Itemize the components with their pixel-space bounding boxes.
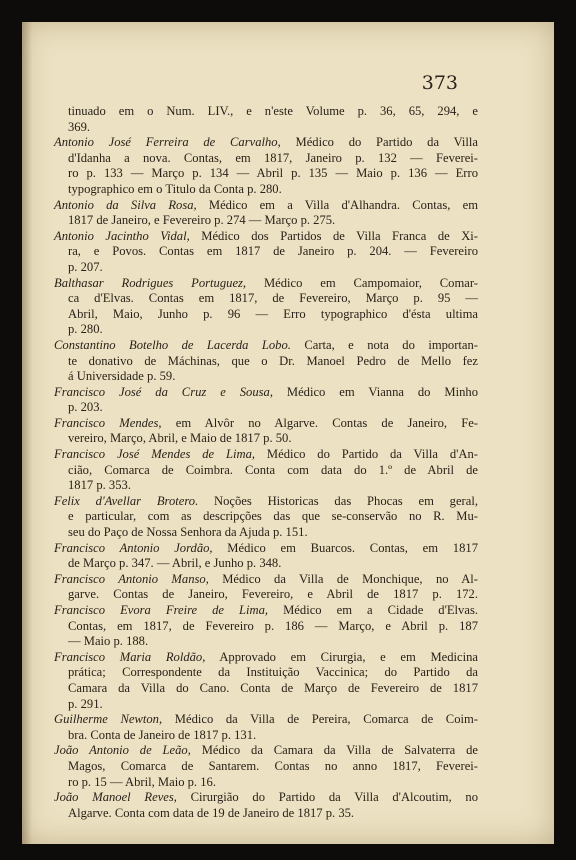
index-text-line — [54, 509, 478, 525]
entry-name: Balthasar Rodrigues Portuguez, — [54, 275, 247, 290]
index-text-line — [54, 619, 478, 635]
index-text-line — [54, 260, 478, 276]
entry-text: Médico do Partido da Villa — [280, 135, 478, 150]
index-text-line — [54, 587, 478, 603]
entry-text: ca d'Elvas. Contas em 1817, de Fevereiro, Março p. 95 — — [68, 291, 478, 306]
index-text-line — [54, 556, 478, 572]
index-entry-line — [54, 603, 478, 619]
index-text-block — [54, 104, 478, 821]
entry-text: Médico em a Villa d'Alhandra. Contas, em — [196, 197, 478, 212]
entry-text: e particular, com as descripções das que se-conservão no R. Mu- — [68, 509, 478, 524]
index-text-line — [54, 120, 478, 136]
entry-name: João Manoel Reves, — [54, 790, 177, 805]
entry-text: Cirurgião do Partido da Villa d'Alcoutim, no — [176, 790, 478, 805]
entry-text: p. 203. — [68, 400, 103, 415]
entry-name: Francisco Evora Freire de Lima, — [54, 603, 269, 617]
index-entry-line — [54, 494, 478, 510]
entry-text: Médico em a Cidade d'Elvas. — [268, 603, 478, 617]
entry-text: — Maio p. 188. — [68, 634, 149, 649]
index-entry-line — [54, 416, 478, 432]
index-text-line — [54, 213, 478, 229]
entry-text: á Universidade p. 59. — [68, 369, 176, 384]
index-text-line — [54, 759, 478, 775]
entry-text: tinuado em o Num. LIV., e n'este Volume p. 36, 65, 294, e — [68, 104, 478, 118]
entry-name: Felix d'Avellar Brotero. — [54, 493, 199, 508]
index-entry-line — [54, 229, 478, 245]
index-text-line — [54, 104, 478, 120]
index-text-line — [54, 166, 478, 182]
index-text-line — [54, 525, 478, 541]
index-entry-line — [54, 338, 478, 354]
entry-text: de Março p. 347. — Abril, e Junho p. 348. — [68, 556, 282, 571]
index-entry-line — [54, 385, 478, 401]
entry-text: vereiro, Março, Abril, e Maio de 1817 p. 50. — [68, 431, 292, 446]
entry-text: Médico em Campomaior, Comar- — [246, 275, 478, 290]
entry-name: Francisco Antonio Jordão, — [54, 540, 213, 555]
entry-text: Médico dos Partidos de Villa Franca de Xi- — [189, 228, 478, 243]
entry-text: p. 291. — [68, 696, 103, 711]
index-entry-line — [54, 790, 478, 806]
entry-text: Médico da Villa de Pereira, Comarca de Coim- — [162, 712, 478, 727]
entry-text: seu do Paço de Nossa Senhora da Ajuda p. 151. — [68, 525, 308, 540]
index-text-line — [54, 681, 478, 697]
index-text-line — [54, 182, 478, 198]
entry-name: João Antonio de Leão, — [54, 743, 191, 758]
index-text-line — [54, 634, 478, 650]
entry-name: Francisco José da Cruz e Sousa, — [54, 384, 273, 399]
entry-text: te donativo de Máchinas, que o Dr. Manoel Pedro de Mello fez — [68, 353, 478, 368]
entry-text: em Alvôr no Algarve. Contas de Janeiro, Fe- — [161, 415, 478, 430]
entry-text: Magos, Comarca de Santarem. Contas no anno 1817, Feverei- — [68, 758, 478, 773]
entry-text: garve. Contas de Janeiro, Fevereiro, e Abril de 1817 p. 172. — [68, 587, 478, 602]
index-text-line — [54, 151, 478, 167]
entry-text: Contas, em 1817, de Fevereiro p. 186 — Março, e Abril p. 187 — [68, 618, 478, 633]
entry-text: 1817 de Janeiro, e Fevereiro p. 274 — Março p. 275. — [68, 213, 336, 228]
index-entry-line — [54, 198, 478, 214]
entry-text: Camara da Villa do Cano. Conta de Março de Fevereiro de 1817 — [68, 680, 478, 695]
page-number: 373 — [421, 72, 458, 94]
index-entry-line — [54, 135, 478, 151]
index-entry-line — [54, 650, 478, 666]
index-text-line — [54, 463, 478, 479]
entry-text: cião, Comarca de Coimbra. Conta com data do 1.º de Abril de — [68, 462, 478, 477]
entry-text: Carta, e nota do importan- — [290, 337, 478, 352]
entry-name: Antonio José Ferreira de Carvalho, — [54, 135, 281, 150]
index-text-line — [54, 665, 478, 681]
entry-text: prática; Correspondente da Instituição Vaccinica; do Partido da — [68, 665, 478, 680]
entry-name: Francisco Antonio Manso, — [54, 571, 209, 586]
index-text-line — [54, 806, 478, 822]
entry-text: typographico em o Titulo da Conta p. 280. — [68, 181, 282, 196]
index-text-line — [54, 369, 478, 385]
index-text-line — [54, 400, 478, 416]
entry-name: Constantino Botelho de Lacerda Lobo. — [54, 337, 291, 352]
entry-name: Francisco José Mendes de Lima, — [54, 447, 256, 462]
entry-text: 369. — [68, 119, 91, 134]
entry-text: Médico do Partido da Villa d'An- — [255, 447, 478, 462]
index-entry-line — [54, 743, 478, 759]
entry-name: Guilherme Newton, — [54, 712, 163, 727]
index-entry-line — [54, 541, 478, 557]
index-text-line — [54, 775, 478, 791]
index-entry-line — [54, 712, 478, 728]
entry-text: ro p. 15 — Abril, Maio p. 16. — [68, 774, 216, 789]
index-entry-line — [54, 572, 478, 588]
entry-text: bra. Conta de Janeiro de 1817 p. 131. — [68, 727, 257, 742]
entry-text: Médico da Camara da Villa de Salvaterra de — [190, 743, 478, 758]
entry-text: Médico em Vianna do Minho — [272, 384, 478, 399]
entry-text: 1817 p. 353. — [68, 478, 131, 493]
index-text-line — [54, 244, 478, 260]
index-text-line — [54, 431, 478, 447]
entry-text: Approvado em Cirurgia, e em Medicina — [205, 649, 479, 664]
entry-text: ro p. 133 — Março p. 134 — Abril p. 135 — Maio p. 136 — Erro — [68, 166, 478, 181]
entry-text: Médico da Villa de Monchique, no Al- — [208, 571, 478, 586]
entry-text: Médico em Buarcos. Contas, em 1817 — [212, 540, 478, 555]
index-text-line — [54, 322, 478, 338]
index-text-line — [54, 354, 478, 370]
entry-text: Noções Historicas das Phocas em geral, — [198, 493, 478, 508]
entry-name: Antonio da Silva Rosa, — [54, 197, 197, 212]
index-text-line — [54, 307, 478, 323]
entry-text: d'Idanha a nova. Contas, em 1817, Janeiro p. 132 — Feverei- — [68, 150, 478, 165]
entry-name: Francisco Maria Roldão, — [54, 649, 206, 664]
index-entry-line — [54, 447, 478, 463]
entry-text: ra, e Povos. Contas em 1817 de Janeiro p. 204. — Fevereiro — [68, 244, 478, 259]
index-text-line — [54, 291, 478, 307]
entry-text: p. 207. — [68, 259, 103, 274]
entry-text: p. 280. — [68, 322, 103, 337]
entry-text: Abril, Maio, Junho p. 96 — Erro typographico d'ésta ultima — [68, 306, 478, 321]
entry-name: Francisco Mendes, — [54, 415, 162, 430]
index-text-line — [54, 697, 478, 713]
index-text-line — [54, 728, 478, 744]
book-page — [22, 22, 554, 844]
index-entry-line — [54, 276, 478, 292]
entry-name: Antonio Jacintho Vidal, — [54, 228, 190, 243]
entry-text: Algarve. Conta com data de 19 de Janeiro de 1817 p. 35. — [68, 805, 355, 820]
index-text-line — [54, 478, 478, 494]
